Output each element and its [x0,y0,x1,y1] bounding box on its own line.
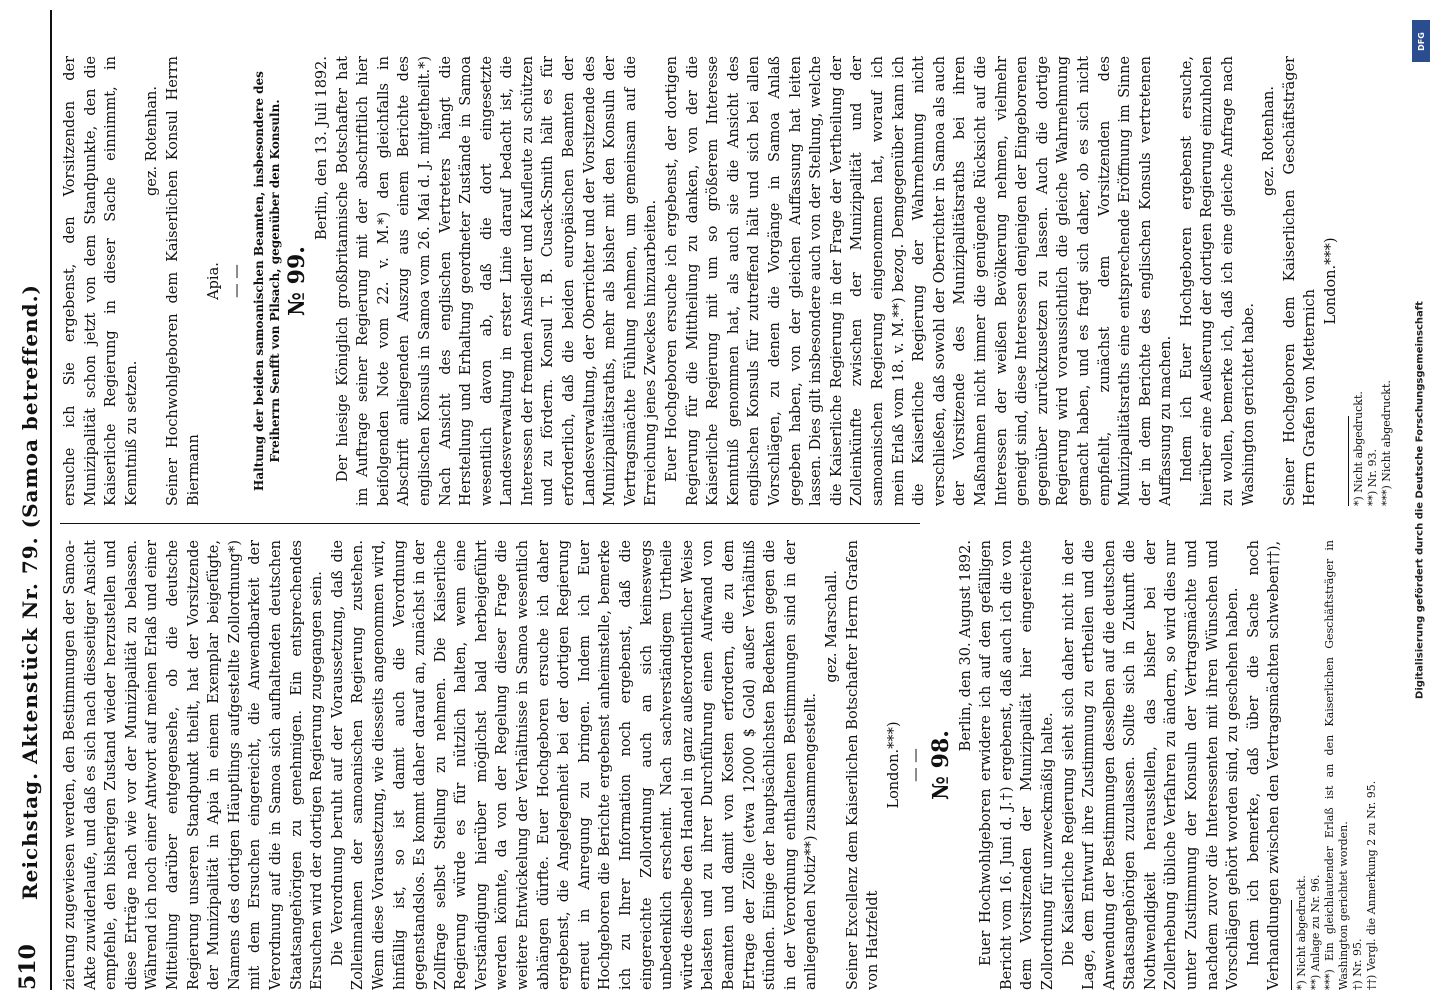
right-column [60,56,1394,506]
addressee: Seiner Hochgeboren dem Kaiserlichen Geschäftsträger Herrn Grafen von Metternich [1281,56,1319,506]
paragraph: ersuche ich Sie ergebenst, den Vorsitzenden der Munizipalität schon jetzt von dem Standpunkte, den die Kaiserliche Regierung in dieser Sache einnimmt, in Kenntniß zu setzen. [62,56,140,506]
page-header [16,10,52,990]
document-number: № 98. [927,730,954,800]
paragraph: Die Verordnung beruht auf der Voraussetzung, daß die Zolleinnahmen der samoanischen Regierung zustehen. Wenn diese Voraussetzung, wie diesseits angenommen wird, hinfällig ist, so ist damit auch die Verordnung gegenstandslos. Es kommt daher darauf an, zunächst in der Zollfrage selbst Stellung zu nehmen. Die Kaiserliche Regierung würde es für nützlich halten, wenn eine Verständigung hierüber möglichst bald herbeigeführt werden könnte, da von der Regelung dieser Frage die weitere Entwickelung der Verhältnisse in Samoa wesentlich abhängen dürfte. Euer Hochgeboren ersuche ich daher ergebenst, die Angelegenheit bei der dortigen Regierung erneut in Anregung zu bringen. Indem ich Euer Hochgeboren die Berichte ergebenst anheimstelle, bemerke ich zu Ihrer Information noch ergebenst, daß die eingereichte Zollordnung auch an sich keineswegs unbedenklich erscheint. Nach sachverständigem Urtheile würde dieselbe den Handel in ganz außerordentlicher Weise belasten und zu ihrer Durchführung einen Aufwand von Beamten und damit von Kosten erfordern, die zu dem Ertrage der Zölle (etwa 12000 $ Gold) außer Verhältniß stünden. Einige der hauptsächlichsten Bedenken gegen die in der Verordnung enthaltenen Bestimmungen sind in der anliegenden Notiz**) zusammengestellt. [329,540,820,990]
paragraph: Euer Hochgeboren ersuche ich ergebenst, der dortigen Regierung für die Mittheilung zu danken, von der die Kaiserliche Regierung mit um so größerem Interesse Kenntniß genommen hat, als auch sie die Ansicht des englischen Konsuls für zutreffend hält und sich bei allen Vorschlägen, zu denen die Vorgänge in Samoa Anlaß gegeben haben, von der gleichen Auffassung hat leiten lassen. Dies gilt insbesondere auch von der Stellung, welche die Kaiserliche Regierung in der Frage der Vertheilung der Zolleinkünfte zwischen der Munizipalität und der samoanischen Regierung eingenommen hat, worauf ich mein Erlaß vom 18. v. M.**) bezog. Demgegenüber kann ich die Kaiserliche Regierung der Wahrnehmung nicht verschließen, daß sowohl der Oberrichter in Samoa als auch der Vorsitzende des Munizipalitätsraths bei ihren Maßnahmen nicht immer die genügende Rücksicht auf die Interessen der weißen Bevölkerung nehmen, vielmehr geneigt sind, diese Interessen denjenigen der Eingeborenen gegenüber zurückzusetzen zu lassen. Auch die dortige Regierung wird voraussichtlich die gleiche Wahrnehmung gemacht haben, und es fragt sich daher, ob es sich nicht empfiehlt, zunächst dem Vorsitzenden des Munizipalitätsraths eine entsprechende Eröffnung im Sinne der in dem Berichte des englischen Konsuls vertretenen Auffassung zu machen. [664,56,1175,506]
running-head: Reichstag. Aktenstück Nr. 79. (Samoa betreffend.) [18,284,42,900]
footnote: ***) Nicht abgedruckt. [1379,380,1393,506]
paragraph: Indem ich bemerke, daß über die Sache noch Verhandlungen zwischen den Vertragsmächten schweben††), [1245,540,1283,990]
signature: gez. Rotenhan. [144,86,161,197]
page-number: 510 [15,944,41,990]
paragraph: Die Kaiserliche Regierung sieht sich daher nicht in der Lage, dem Entwurf ihre Zustimmung zu ertheilen und die Anwendung der Bestimmungen desselben auf die deutschen Staatsangehörigen zuzulassen. Sollte sich in Zukunft die Nothwendigkeit herausstellen, das bisher bei der Zollerhebung übliche Verfahren zu ändern, so wird dies nur unter Zustimmung der Konsuln der Vertragsmächte und nachdem zuvor die Interessenten mit ihren Wünschen und Vorschlägen gehört worden sind, zu geschehen haben. [1060,540,1242,990]
signature: gez. Marschall. [823,570,840,683]
place: London.***) [1323,237,1340,325]
signature: gez. Rotenhan. [1261,86,1278,197]
document-number: № 99. [284,246,311,316]
digitization-watermark [1408,0,1432,1000]
paragraph: Der hiesige Königlich großbritannische Botschafter hat im Auftrage seiner Regierung mit der abschriftlich hier beifolgenden Note vom 22. v. M.*) den gleichfalls in Abschrift anliegenden Auszug aus einem Berichte des englischen Konsuls in Samoa vom 26. Mai d. J. mitgetheilt.*) Nach Ansicht des englischen Vertreters hängt die Herstellung und Erhaltung geordneter Zustände in Samoa wesentlich davon ab, daß die dort eingesetzte Landesverwaltung in erster Linie darauf bedacht ist, die Interessen der fremden Ansiedler und Kaufleute zu schützen und zu fördern. Konsul T. B. Cusack-Smith hält es für erforderlich, daß die beiden europäischen Beamten der Landesverwaltung, der Oberrichter und der Vorsitzende des Munizipalitätsraths, mehr als bisher mit den Konsuln der Vertragsmächte Fühlung nehmen, um gemeinsam auf die Erreichung jenes Zweckes hinzuarbeiten. [334,56,660,506]
column-divider [60,523,920,524]
footnote: **) Anlage zu Nr. 96. [1309,874,1323,990]
footnote: *) Nicht abgedruckt. [1351,391,1365,506]
section-heading: Haltung der beiden samoanischen Beamten, insbesondere des Freiherrn Senfft von Pilsach, gegenüber den Konsuln. [252,71,283,491]
place: Apia. [206,262,223,300]
footnote: **) Nr. 93. [1365,449,1379,506]
left-column [60,540,1379,990]
separator: — — [908,748,925,782]
footnote: ††) Vergl. die Anmerkung 2 zu Nr. 95. [1365,780,1379,990]
watermark-text: Digitalisierung gefördert durch die Deutsche Forschungsgemeinschaft [1414,301,1426,699]
dfg-logo-icon [1412,20,1430,62]
separator: — — [228,264,245,298]
page [16,10,1416,990]
place: London.***) [885,721,902,809]
paragraph: Indem ich Euer Hochgeboren ergebenst ersuche, hierüber eine Aeußerung der dortigen Regierung einzuholen zu wollen, bemerke ich, daß ich eine gleiche Anfrage nach Washington gerichtet habe. [1178,56,1257,506]
dateline: Berlin, den 13. Juli 1892. [313,56,330,241]
dateline: Berlin, den 30. August 1892. [957,540,974,752]
footnote: †) Nr. 95. [1351,938,1365,990]
paragraph: Euer Hochwohlgeboren erwidere ich auf den gefälligen Bericht vom 16. Juni d. J.†) ergebenst, daß auch ich die von dem Vorsitzenden der Munizipalität hier eingereichte Zollordnung für unzweckmäßig halte. [978,540,1056,990]
footnote: *) Nicht abgedruckt. [1295,875,1309,990]
footnote: ***) Ein gleichlautender Erlaß ist an den Kaiserlichen Geschäftsträger in Washington gerichtet worden. [1323,540,1351,990]
addressee: Seiner Hochwohlgeboren dem Kaiserlichen Konsul Herrn Biermann [164,56,202,506]
paragraph: zierung zugewiesen werden, den Bestimmungen der Samoa-Akte zuwiderlaufe, und daß es sich nach diesseitiger Ansicht empfehle, den bisherigen Zustand wieder herzustellen und diese Erträge nach wie vor der Munizipalität zu belassen. Während ich noch einer Antwort auf meinen Erlaß und einer Mitteilung darüber entgegensehe, ob die deutsche Regierung unseren Standpunkt theilt, hat der Vorsitzende der Munizipalität in Apia in einem Exemplar beigefügte, Namens des dortigen Häuptlings aufgestellte Zollordnung*) mit dem Ersuchen eingereicht, die Anwendbarkeit der Verordnung auf die in Samoa sich aufhaltenden deutschen Staatsangehörigen zu genehmigen. Ein entsprechendes Ersuchen wird der dortigen Regierung zugegangen sein. [62,540,326,990]
addressee: Seiner Excellenz dem Kaiserlichen Botschafter Herrn Grafen von Hatzfeldt [844,540,882,990]
dfg-logo-label: DFG [1416,31,1426,51]
